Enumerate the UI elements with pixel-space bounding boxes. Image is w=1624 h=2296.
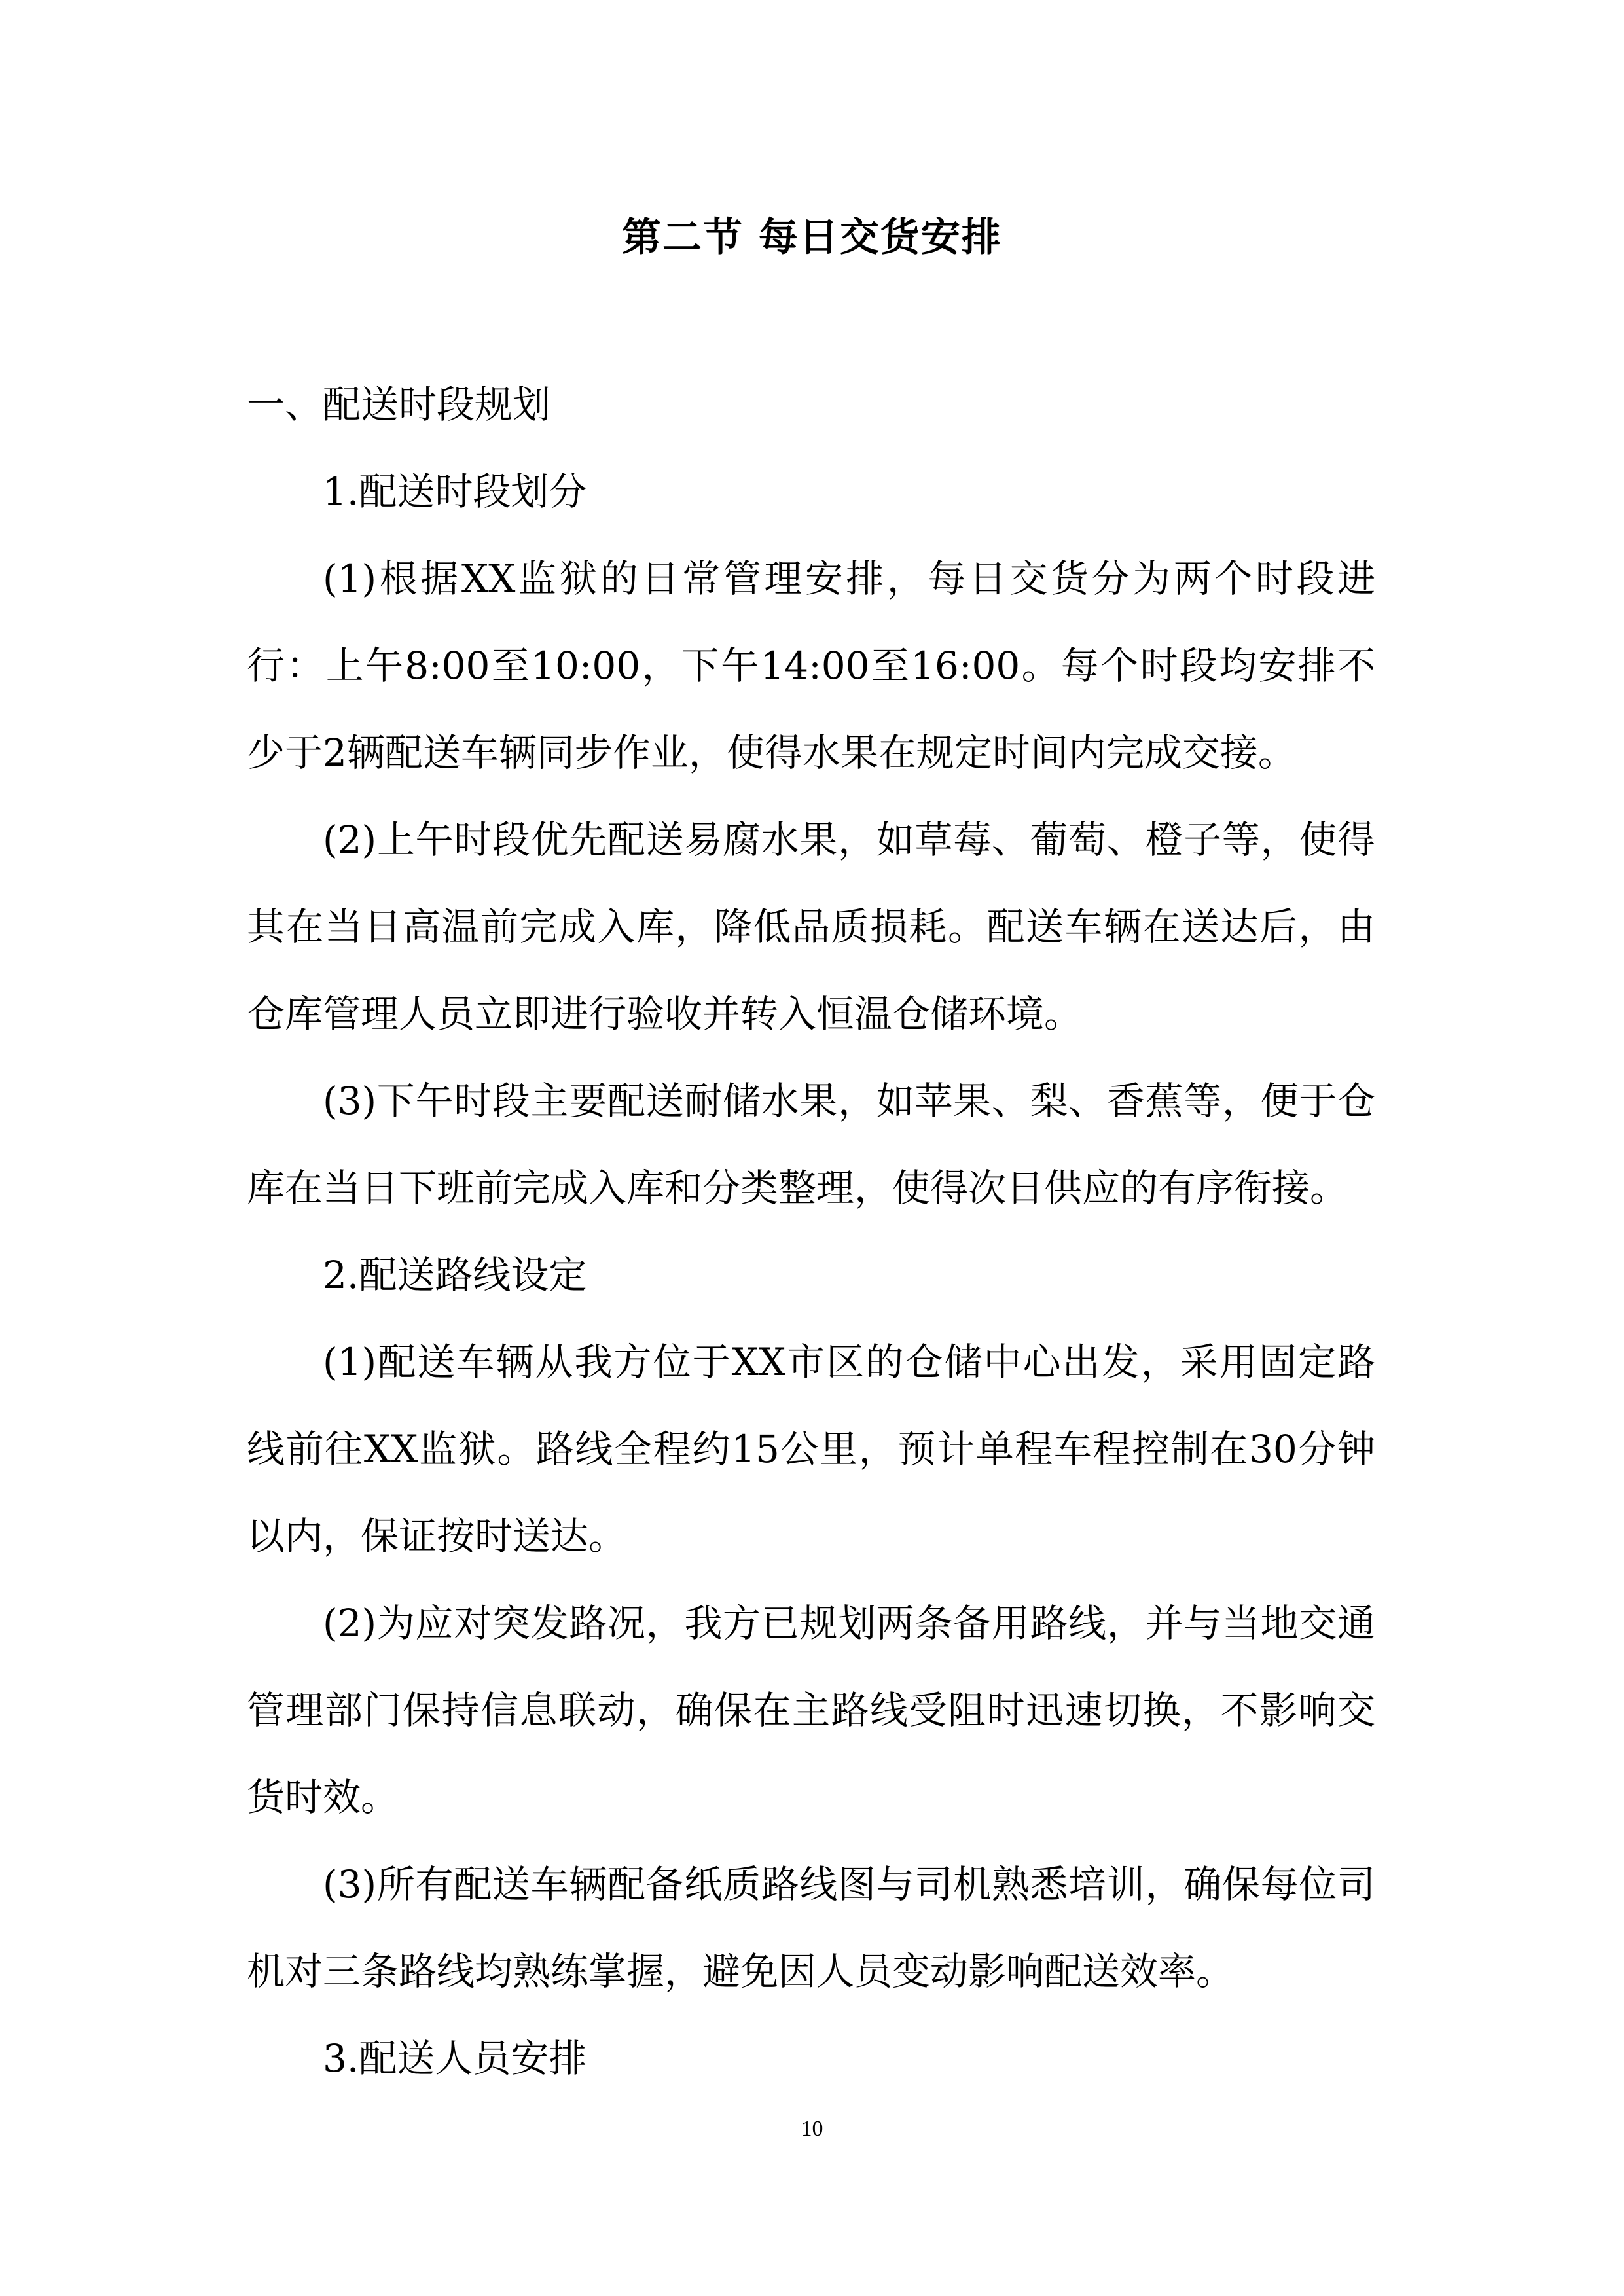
section-heading-delivery-time-planning: 一、配送时段规划 [247,382,551,427]
subheading-route-setting: 2.配送路线设定 [323,1253,587,1297]
page-title: 第二节 每日交货安排 [622,215,1002,260]
subheading-staff-arrangement: 3.配送人员安排 [323,2036,587,2081]
page-number: 10 [801,2117,823,2141]
document-body [247,361,1375,2102]
paragraph-fixed-route: (1)配送车辆从我方位于XX市区的仓储中心出发，采用固定路线前往XX监狱。路线全程约15公里，预计单程车程控制在30分钟以内，保证按时送达。 [247,1340,1375,1558]
paragraph-driver-training: (3)所有配送车辆配备纸质路线图与司机熟悉培训，确保每位司机对三条路线均熟练掌握，避免因人员变动影响配送效率。 [247,1862,1375,1994]
subheading-time-slot-division: 1.配送时段划分 [323,469,587,514]
paragraph-time-slots: (1)根据XX监狱的日常管理安排，每日交货分为两个时段进行：上午8:00至10:00，下午14:00至16:00。每个时段均安排不少于2辆配送车辆同步作业，使得水果在规定时间内完成交接。 [247,556,1375,775]
paragraph-afternoon-storable: (3)下午时段主要配送耐储水果，如苹果、梨、香蕉等，便于仓库在当日下班前完成入库和分类整理，使得次日供应的有序衔接。 [247,1079,1375,1210]
paragraph-backup-routes: (2)为应对突发路况，我方已规划两条备用路线，并与当地交通管理部门保持信息联动，确保在主路线受阻时迅速切换，不影响交货时效。 [247,1601,1375,1820]
paragraph-morning-perishables: (2)上午时段优先配送易腐水果，如草莓、葡萄、橙子等，使得其在当日高温前完成入库，降低品质损耗。配送车辆在送达后，由仓库管理人员立即进行验收并转入恒温仓储环境。 [247,817,1375,1036]
